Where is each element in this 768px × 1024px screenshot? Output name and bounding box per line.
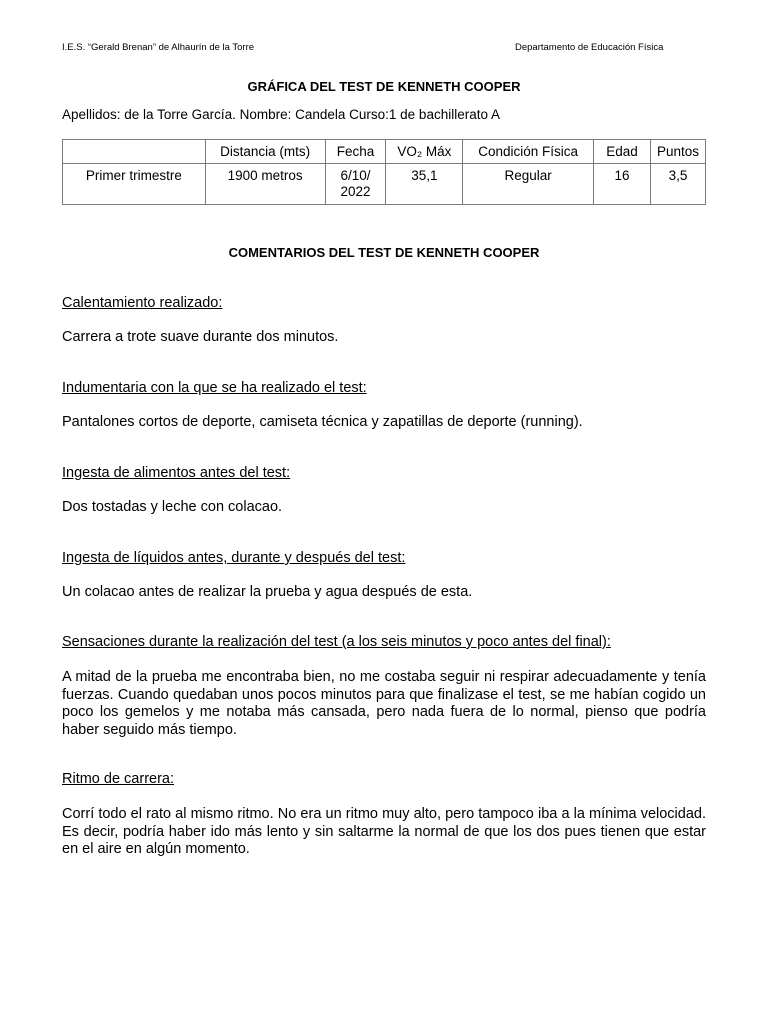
warmup-text: Carrera a trote suave durante dos minutos.	[62, 329, 339, 345]
school-name: I.E.S. “Gerald Brenan” de Alhaurín de la Torre	[62, 42, 255, 53]
clothing-text: Pantalones cortos de deporte, camiseta técnica y zapatillas de deporte (running).	[62, 414, 583, 430]
cell-date-line2: 2022	[340, 184, 371, 199]
cell-date	[325, 164, 386, 205]
cell-points: 3,5	[650, 164, 705, 205]
table-header-empty	[63, 140, 206, 164]
cell-vo2max: 35,1	[386, 164, 463, 205]
student-info: Apellidos: de la Torre García. Nombre: Candela Curso:1 de bachillerato A	[62, 107, 500, 122]
pace-heading: Ritmo de carrera:	[62, 771, 175, 787]
sensations-heading: Sensaciones durante la realización del test (a los seis minutos y poco antes del final):	[62, 634, 611, 650]
warmup-heading: Calentamiento realizado:	[62, 295, 223, 311]
cell-date-line1: 6/10/	[340, 168, 371, 183]
table-header-distance: Distancia (mts)	[205, 140, 325, 164]
comments-title: COMENTARIOS DEL TEST DE KENNETH COOPER	[228, 245, 540, 260]
page-title: GRÁFICA DEL TEST DE KENNETH COOPER	[247, 79, 521, 94]
department-name: Departamento de Educación Física	[515, 42, 664, 53]
table-header-condition: Condición Física	[463, 140, 594, 164]
table-header-age: Edad	[594, 140, 651, 164]
cell-distance: 1900 metros	[205, 164, 325, 205]
table-header-vo2max: VO₂ Máx	[386, 140, 463, 164]
food-heading: Ingesta de alimentos antes del test:	[62, 465, 291, 481]
liquids-text: Un colacao antes de realizar la prueba y agua después de esta.	[62, 584, 473, 600]
table-header-date: Fecha	[325, 140, 386, 164]
sensations-text: A mitad de la prueba me encontraba bien, no me costaba seguir ni respirar adecuadamente y tenía fuerzas. Cuando quedaban unos pocos minutos para que finalizase el test, se me habían cogido un poco los gemelos y me notaba más cansada, pero nada fuera de lo normal, pienso que podría haber seguido más tiempo.	[62, 669, 706, 738]
results-table	[62, 139, 706, 205]
table-row	[63, 164, 706, 205]
liquids-heading: Ingesta de líquidos antes, durante y después del test:	[62, 550, 406, 566]
table-header-row	[63, 140, 706, 164]
cell-condition: Regular	[463, 164, 594, 205]
table-header-points: Puntos	[650, 140, 705, 164]
cell-age: 16	[594, 164, 651, 205]
pace-text: Corrí todo el rato al mismo ritmo. No era un ritmo muy alto, pero tampoco iba a la mínima velocidad. Es decir, podría haber ido más lento y sin saltarme la normal de que los dos pues tienen que estar en el aire en algún momento.	[62, 806, 706, 857]
cell-period: Primer trimestre	[63, 164, 206, 205]
food-text: Dos tostadas y leche con colacao.	[62, 499, 283, 515]
clothing-heading: Indumentaria con la que se ha realizado el test:	[62, 380, 367, 396]
